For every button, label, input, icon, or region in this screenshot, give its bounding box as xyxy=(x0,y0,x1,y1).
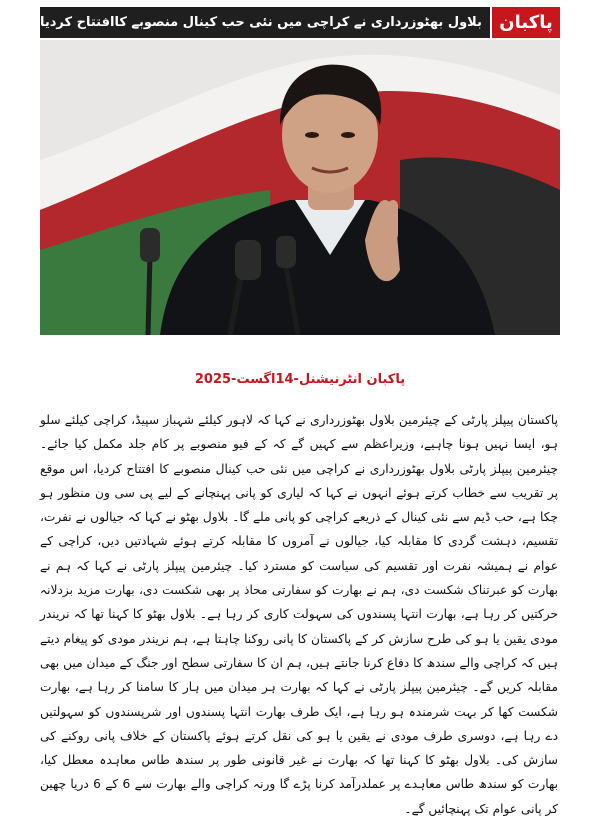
article-body: پاکستان پیپلز پارٹی کے چیئرمین بلاول بھٹوزرداری نے کہا کہ لاہور کیلئے شہباز سپیڈ، کراچی کیلئے سلو ہو، ایسا نہیں ہونا چاہیے، وزیراعظم سے کہیں گے کہ کے فیو منصوبے پر کام جلد مکمل کیا جائے۔ چیئرمین پیپلز پارٹی بلاول بھٹوزرداری نے کراچی میں نئی حب کینال منصوبے کا افتتاح کردیا، اس موقع پر تقریب سے خطاب کرتے ہوئے انہوں نے کہا کہ لیاری کو پانی پہنچانے کے لیے پی سی ون منظور ہو چکا ہے، حب ڈیم سے نئی کینال کے ذریعے کراچی کو پانی ملے گا۔ بلاول بھٹو نے کہا کہ جیالوں نے نفرت، تقسیم، دہشت گردی کا مقابلہ کیا، جیالوں نے آمروں کا مقابلہ کرتے ہوئے شہادتیں دیں، کراچی کے عوام نے ہمیشہ نفرت اور تقسیم کی سیاست کو مسترد کیا۔ چیئرمین پیپلز پارٹی نے کہا کہ ہم نے بھارت کو عبرتناک شکست دی، ہم نے بھارت کو سفارتی محاذ پر بھی شکست دی، بھارت مزید بزدلانہ حرکتیں کر رہا ہے، بھارت انتہا پسندوں کی سہولت کاری کر رہا ہے۔ بلاول بھٹو کا کہنا تھا کہ نریندر مودی یقین یا ہو کی طرح سازش کر کے پاکستان کا پانی روکنا چاہتا ہے، ہم نریندر مودی کو پیغام دیتے ہیں کہ کراچی والے سندھ کا دفاع کرنا جانتے ہیں، ہم ان کا سفارتی سطح اور جنگ کے میدان میں بھی مقابلہ کریں گے۔ چیئرمین پیپلز پارٹی نے کہا کہ بھارت ہر میدان میں ہار کا سامنا کر رہا ہے، بھارت شکست کھا کر بہت شرمندہ ہو رہا ہے، ایک طرف بھارت انتہا پسندوں اور شرپسندوں کو سہولتیں دے رہا ہے، دوسری طرف مودی نے یقین یا ہو کی نقل کرتے ہوئے پاکستان کے خلاف پانی روکنے کی سازش کی۔ بلاول بھٹو کا کہنا تھا کہ بھارت نے غیر قانونی طور پر سندھ طاس معاہدہ معطل کیا، بھارت کو سندھ طاس معاہدے پر عملدرآمد کرنا پڑے گا ورنہ کراچی والے بھارت سے 6 کے 6 دریا چھین کر پانی عوام تک پہنچائیں گے۔ xyxy=(40,413,558,816)
brand-logo: پاکبان xyxy=(492,7,560,38)
article-header xyxy=(40,7,560,38)
speaker-photo-illustration xyxy=(40,40,560,335)
news-photo xyxy=(40,40,560,335)
headline: بلاول بھٹوزرداری نے کراچی میں نئی حب کینال منصوبے کاافتتاح کردیا xyxy=(40,7,490,38)
dateline: پاکبان انٹرنیشنل-14اگست-2025 xyxy=(194,372,406,387)
